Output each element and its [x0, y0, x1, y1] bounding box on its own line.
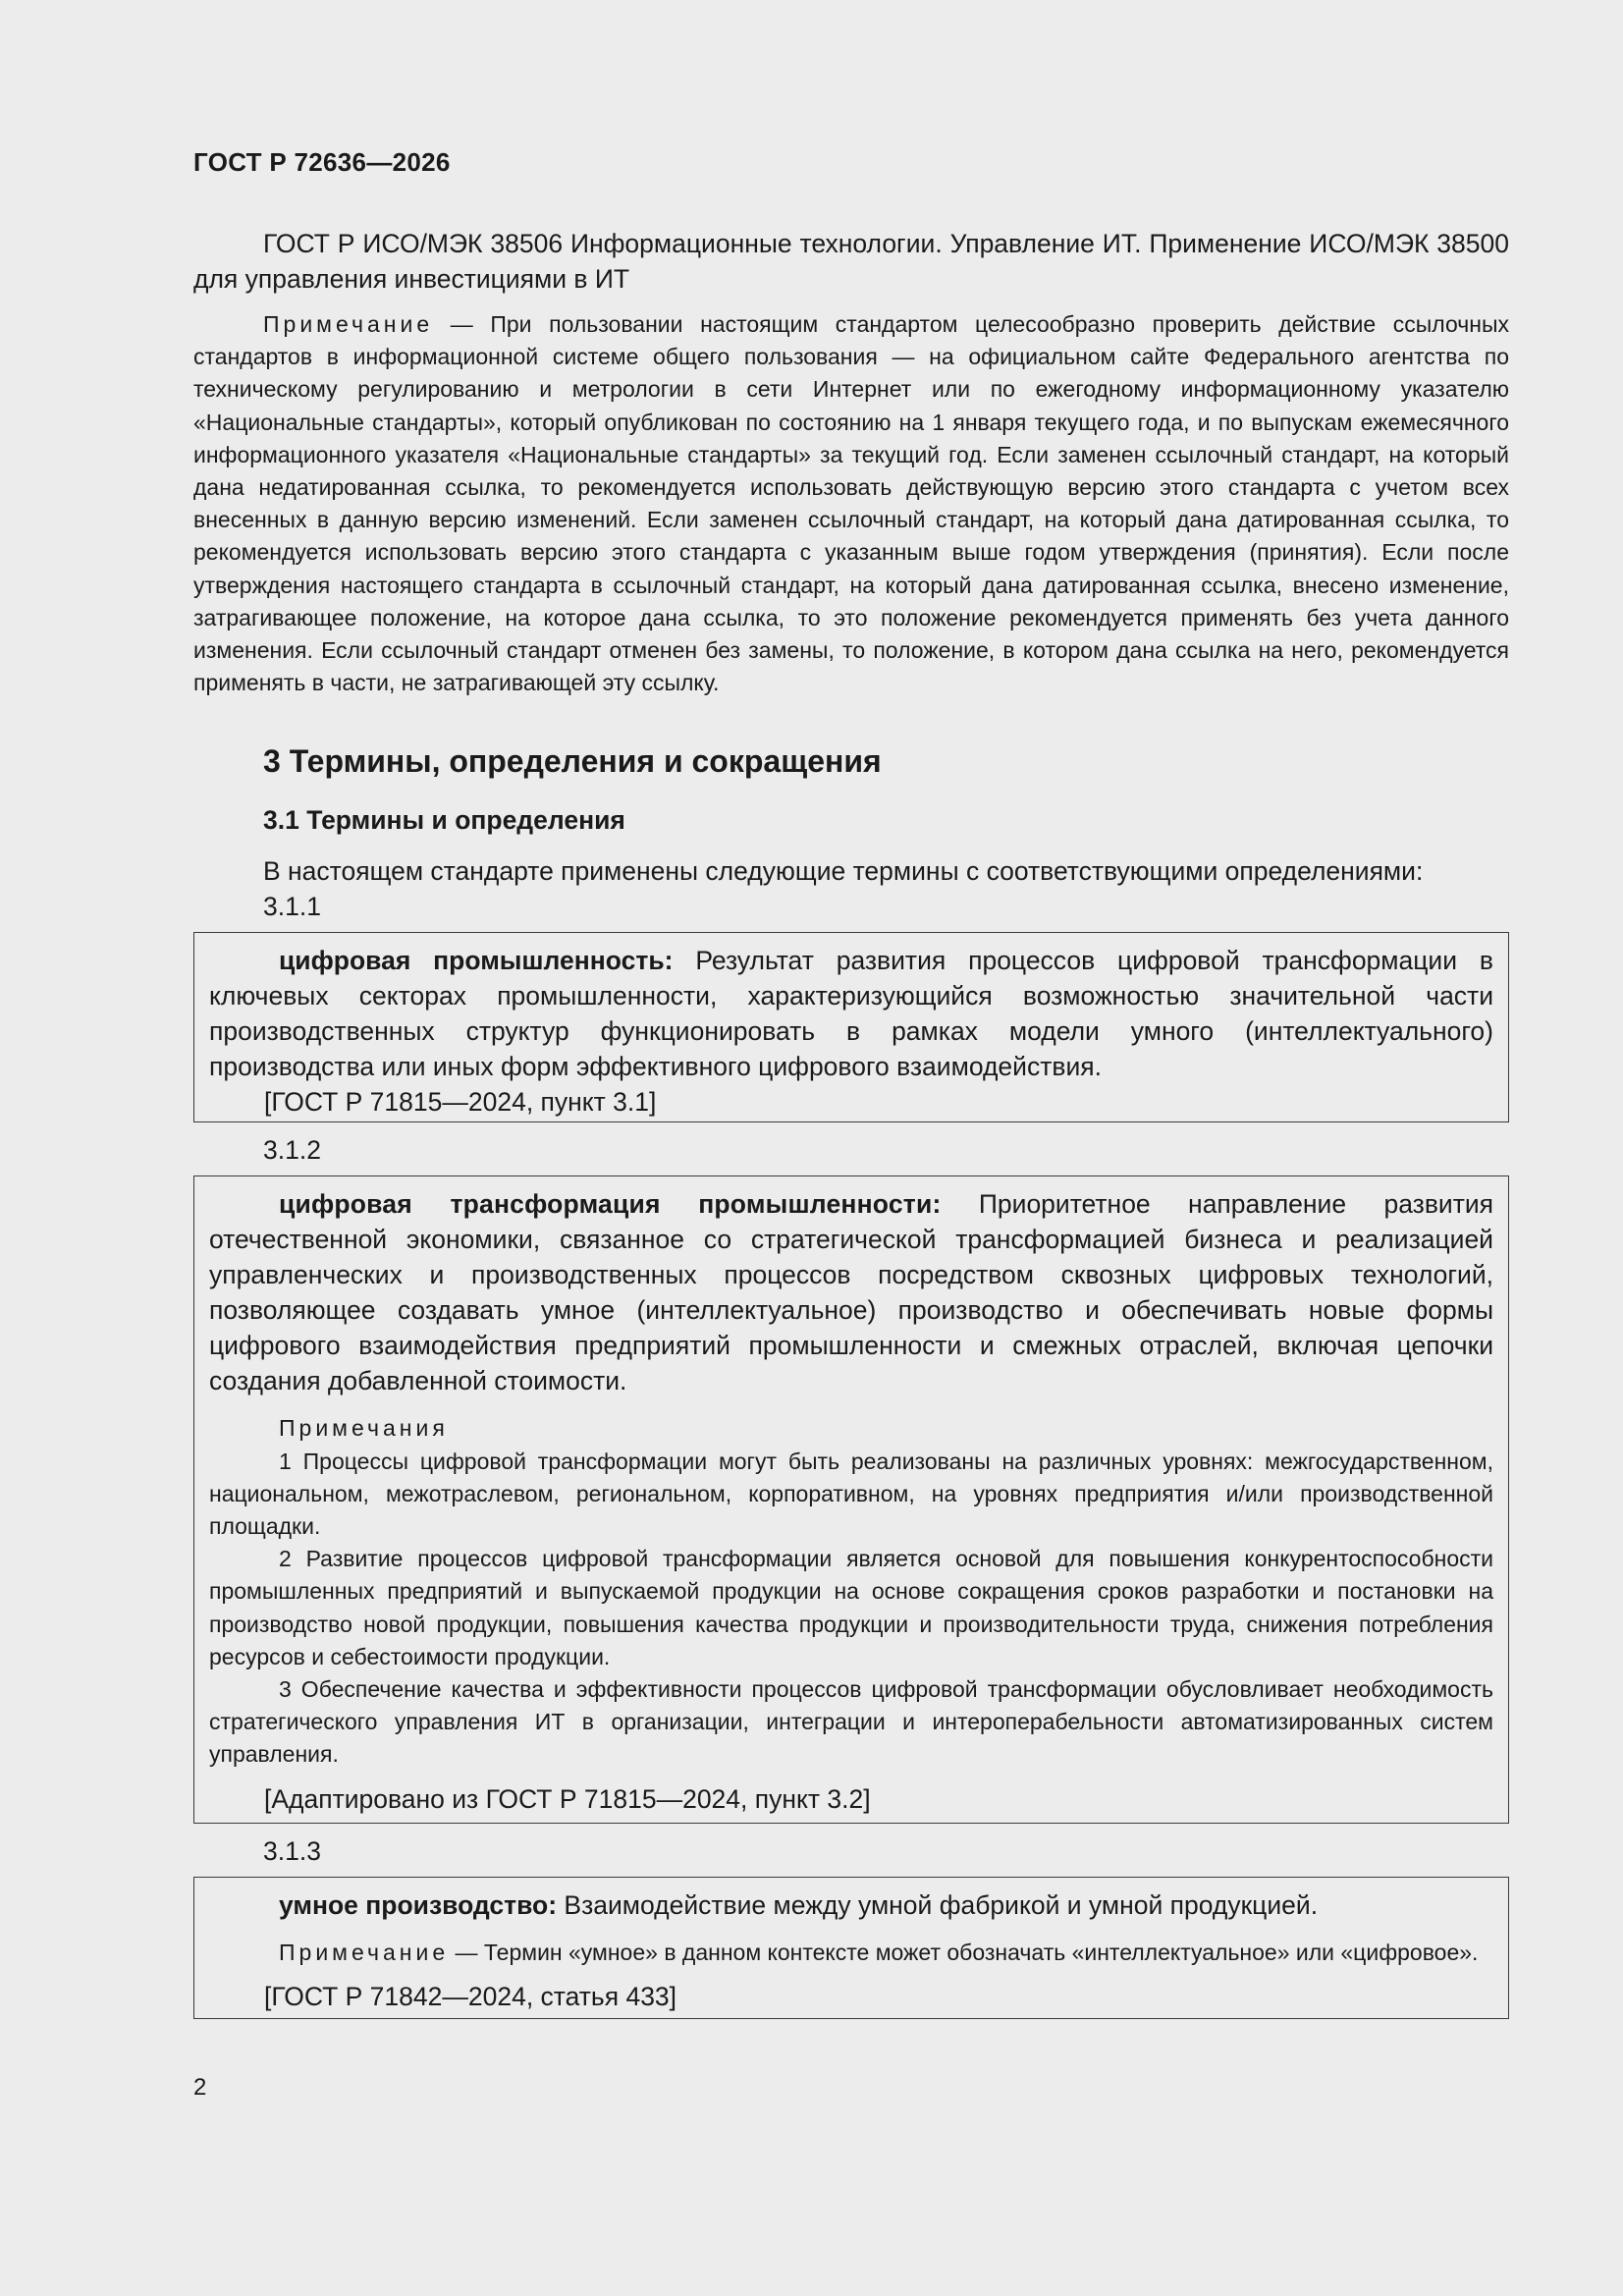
- definition-text: Приоритетное направление развития отечественной экономики, связанное со стратегической трансформацией бизнеса и реализацией управленческих и производственных процессов посредством сквозных цифровых технологий, позволяющее создавать умное (интеллектуальное) производство и обеспечивать новые формы цифрового взаимодействия предприятий промышленности и смежных отраслей, включая цепочки создания добавленной стоимости.: [209, 1189, 1493, 1396]
- term-note-1: 1 Процессы цифровой трансформации могут быть реализованы на различных уровнях: межгосударственном, национальном, межотраслевом, региональном, корпоративном, на уровнях предприятия и/или производственной площадки.: [209, 1448, 1493, 1540]
- term-number: 3.1.2: [263, 1135, 321, 1166]
- section-title: 3 Термины, определения и сокращения: [263, 743, 882, 780]
- normative-reference: ГОСТ Р ИСО/МЭК 38506 Информационные технологии. Управление ИТ. Применение ИСО/МЭК 38500 для управления инвестициями в ИТ: [193, 229, 1509, 294]
- term-box-digital-transformation: [193, 1175, 1509, 1823]
- page-number: 2: [193, 2074, 207, 2101]
- document-header: ГОСТ Р 72636—2026: [193, 147, 451, 177]
- subsection-title: 3.1 Термины и определения: [263, 805, 625, 836]
- definition-text: Результат развития процессов цифровой трансформации в ключевых секторах промышленности, характеризующийся возможностью значительной части производственных структур функционировать в рамках модели умного (интеллектуального) производства или иных форм эффективного цифрового взаимодействия.: [209, 946, 1493, 1082]
- term-definition: [209, 943, 1493, 1084]
- terms-lead-text: В настоящем стандарте применены следующие термины с соответствующими определениями:: [263, 856, 1424, 887]
- term-source: [ГОСТ Р 71842—2024, статья 433]: [264, 1981, 677, 2011]
- term-source: [ГОСТ Р 71815—2024, пункт 3.1]: [264, 1087, 657, 1118]
- definition-text: Взаимодействие между умной фабрикой и умной продукцией.: [557, 1889, 1319, 1920]
- term-box-digital-industry: [193, 932, 1509, 1122]
- term-box-smart-manufacturing: [193, 1877, 1509, 2019]
- term-note: [209, 1937, 1493, 1969]
- term-label: цифровая трансформация промышленности:: [279, 1189, 942, 1220]
- note-text: — При пользовании настоящим стандартом целесообразно проверить действие ссылочных стандартов в информационной системе общего пользования — на официальном сайте Федерального агентства по техническому регулированию и метрологии в сети Интернет или по ежегодному информационному указателю «Национальные стандарты», который опубликован по состоянию на 1 января текущего года, и по выпускам ежемесячного информационного указателя «Национальные стандарты» за текущий год. Если заменен ссылочный стандарт, на который дана недатированная ссылка, то рекомендуется использовать действующую версию этого стандарта с учетом всех внесенных в данную версию изменений. Если заменен ссылочный стандарт, на который дана датированная ссылка, то рекомендуется использовать версию этого стандарта с указанным выше годом утверждения (принятия). Если после утверждения настоящего стандарта в ссылочный стандарт, на который дана датированная ссылка, внесено изменение, затрагивающее положение, на которое дана ссылка, то это положение рекомендуется применять без учета данного изменения. Если ссылочный стандарт отменен без замены, то положение, в котором дана ссылка на него, рекомендуется применять в части, не затрагивающей эту ссылку.: [193, 311, 1509, 696]
- page-content: [193, 226, 1509, 2019]
- term-number: 3.1.3: [263, 1835, 321, 1866]
- term-definition: [209, 1186, 1493, 1398]
- normative-note: [193, 308, 1509, 699]
- term-definition: [209, 1887, 1493, 1923]
- term-label: цифровая промышленность:: [279, 946, 674, 976]
- notes-heading: Примечания: [279, 1415, 449, 1442]
- term-note-3: 3 Обеспечение качества и эффективности процессов цифровой трансформации обусловливает необходимость стратегического управления ИТ в организации, интеграции и интероперабельности автоматизированных систем управления.: [209, 1676, 1493, 1768]
- term-note-2: 2 Развитие процессов цифровой трансформации является основой для повышения конкурентоспособности промышленных предприятий и выпускаемой продукции на основе сокращения сроков разработки и постановки на производство новой продукции, повышения качества продукции и производительности труда, снижения потребления ресурсов и себестоимости продукции.: [209, 1546, 1493, 1669]
- term-number: 3.1.1: [263, 892, 321, 922]
- term-source: [Адаптировано из ГОСТ Р 71815—2024, пункт 3.2]: [264, 1783, 871, 1814]
- note-label: Примечание: [263, 311, 434, 337]
- note-text: — Термин «умное» в данном контексте может обозначать «интеллектуальное» или «цифровое».: [449, 1939, 1479, 1965]
- term-label: умное производство:: [279, 1889, 558, 1920]
- note-label: Примечание: [279, 1939, 450, 1965]
